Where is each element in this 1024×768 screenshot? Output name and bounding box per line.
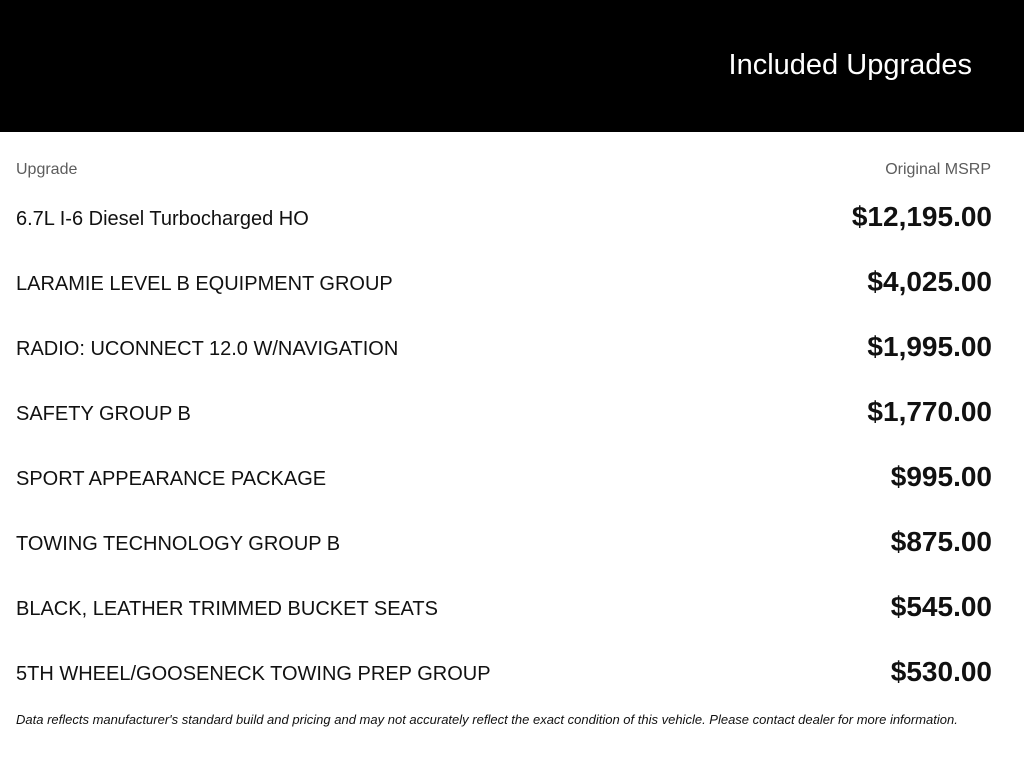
upgrade-row [0,380,1024,445]
header-banner [0,0,1024,132]
disclaimer-text: Data reflects manufacturer's standard build and pricing and may not accurately reflect the exact condition of this vehicle. Please contact dealer for more information. [16,712,958,727]
column-header-msrp: Original MSRP [885,161,991,178]
upgrade-price: $4,025.00 [867,266,992,297]
upgrade-price: $1,995.00 [867,331,992,362]
upgrade-row [0,640,1024,705]
upgrade-name: 6.7L I-6 Diesel Turbocharged HO [16,208,309,230]
column-header-upgrade: Upgrade [16,161,78,178]
upgrade-price: $12,195.00 [851,201,992,232]
upgrade-name: RADIO: UCONNECT 12.0 W/NAVIGATION [16,338,399,360]
upgrade-price: $545.00 [890,591,992,622]
upgrade-name: LARAMIE LEVEL B EQUIPMENT GROUP [16,273,393,295]
upgrade-row [0,315,1024,380]
upgrades-list [0,185,1024,705]
upgrade-row [0,445,1024,510]
upgrade-row [0,250,1024,315]
upgrade-price: $875.00 [890,526,992,557]
page-title: Included Upgrades [728,49,972,81]
upgrade-price: $995.00 [890,461,992,492]
upgrade-name: SAFETY GROUP B [16,403,191,425]
upgrade-name: BLACK, LEATHER TRIMMED BUCKET SEATS [16,598,438,620]
upgrade-name: TOWING TECHNOLOGY GROUP B [16,533,341,555]
upgrade-row [0,575,1024,640]
upgrade-row [0,510,1024,575]
upgrade-name: SPORT APPEARANCE PACKAGE [16,468,327,490]
upgrade-row [0,185,1024,250]
upgrade-price: $1,770.00 [867,396,992,427]
upgrade-name: 5TH WHEEL/GOOSENECK TOWING PREP GROUP [16,663,491,685]
upgrade-price: $530.00 [890,656,992,687]
